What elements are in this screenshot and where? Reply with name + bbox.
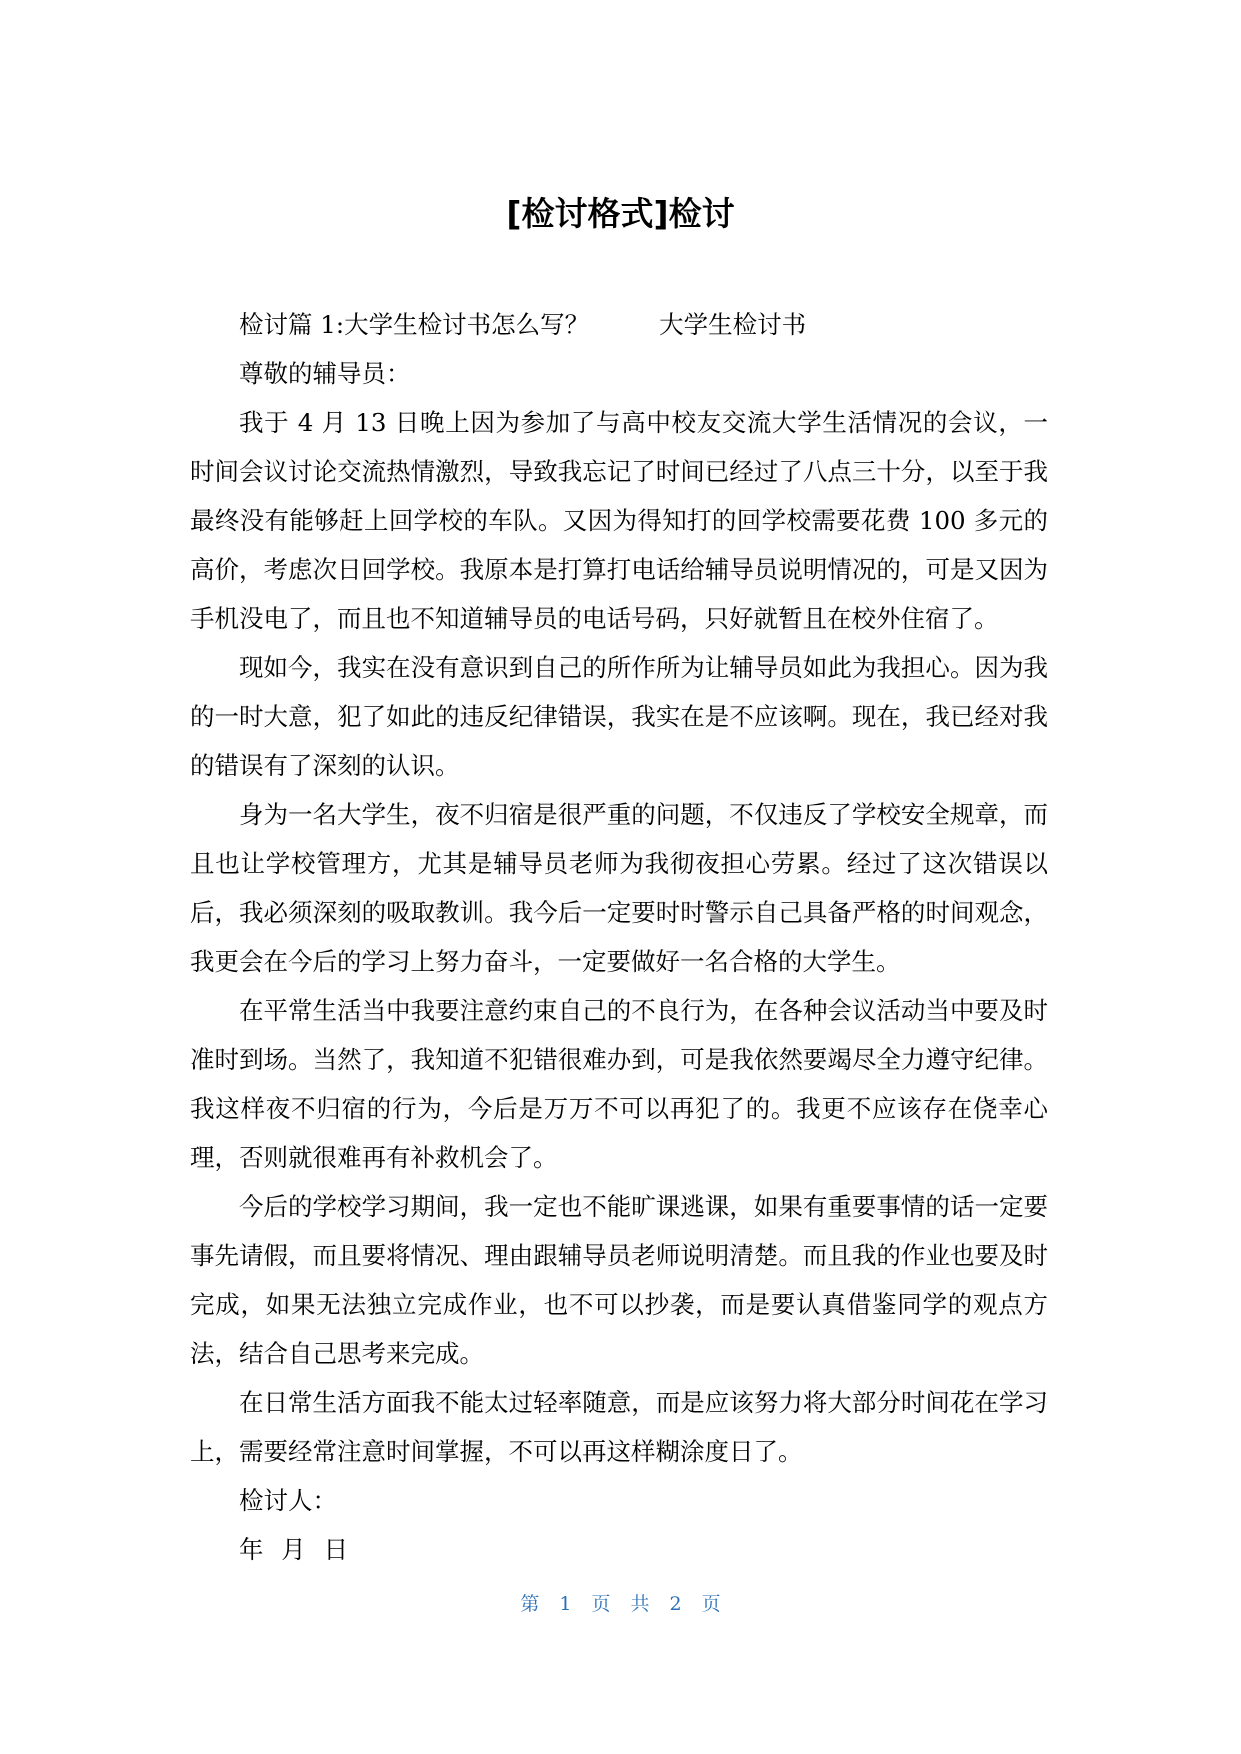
document-title: [检讨格式]检讨 [506, 194, 735, 233]
paragraph: 今后的学校学习期间，我一定也不能旷课逃课，如果有重要事情的话一定要事先请假，而且要将情况、理由跟辅导员老师说明清楚。而且我的作业也要及时完成，如果无法独立完成作业，也不可以抄袭，而是要认真借鉴同学的观点方法，结合自己思考来完成。 [190, 1192, 1048, 1368]
signature-line: 检讨人： [239, 1486, 337, 1515]
footer-total-pages: 2 [669, 1593, 682, 1615]
date-line: 年 月 日 [239, 1535, 349, 1564]
footer-suffix: 页 [701, 1593, 721, 1615]
subtitle-left: 检讨篇 1:大学生检讨书怎么写？ [239, 310, 590, 339]
footer-current-page: 1 [559, 1593, 572, 1615]
paragraph: 现如今，我实在没有意识到自己的所作所为让辅导员如此为我担心。因为我的一时大意，犯了如此的违反纪律错误，我实在是不应该啊。现在，我已经对我的错误有了深刻的认识。 [190, 653, 1048, 780]
subtitle-line [190, 300, 1048, 349]
document-body [190, 300, 1048, 1574]
page-footer [0, 1588, 1241, 1620]
footer-middle: 页 共 [591, 1593, 650, 1615]
paragraph: 身为一名大学生，夜不归宿是很严重的问题，不仅违反了学校安全规章，而且也让学校管理方，尤其是辅导员老师为我彻夜担心劳累。经过了这次错误以后，我必须深刻的吸取教训。我今后一定要时时警示自己具备严格的时间观念，我更会在今后的学习上努力奋斗，一定要做好一名合格的大学生。 [190, 800, 1048, 976]
footer-prefix: 第 [520, 1593, 540, 1615]
paragraph: 在日常生活方面我不能太过轻率随意，而是应该努力将大部分时间花在学习上，需要经常注意时间掌握，不可以再这样糊涂度日了。 [190, 1388, 1048, 1466]
subtitle-right: 大学生检讨书 [659, 310, 807, 339]
paragraph: 在平常生活当中我要注意约束自己的不良行为，在各种会议活动当中要及时准时到场。当然了，我知道不犯错很难办到，可是我依然要竭尽全力遵守纪律。我这样夜不归宿的行为，今后是万万不可以再犯了的。我更不应该存在侥幸心理，否则就很难再有补救机会了。 [190, 996, 1048, 1172]
paragraph: 我于 4 月 13 日晚上因为参加了与高中校友交流大学生活情况的会议，一时间会议讨论交流热情激烈，导致我忘记了时间已经过了八点三十分，以至于我最终没有能够赶上回学校的车队。又因为得知打的回学校需要花费 100 多元的高价，考虑次日回学校。我原本是打算打电话给辅导员说明情况的，可是又因为手机没电了，而且也不知道辅导员的电话号码，只好就暂且在校外住宿了。 [190, 408, 1048, 633]
greeting: 尊敬的辅导员： [239, 359, 411, 388]
